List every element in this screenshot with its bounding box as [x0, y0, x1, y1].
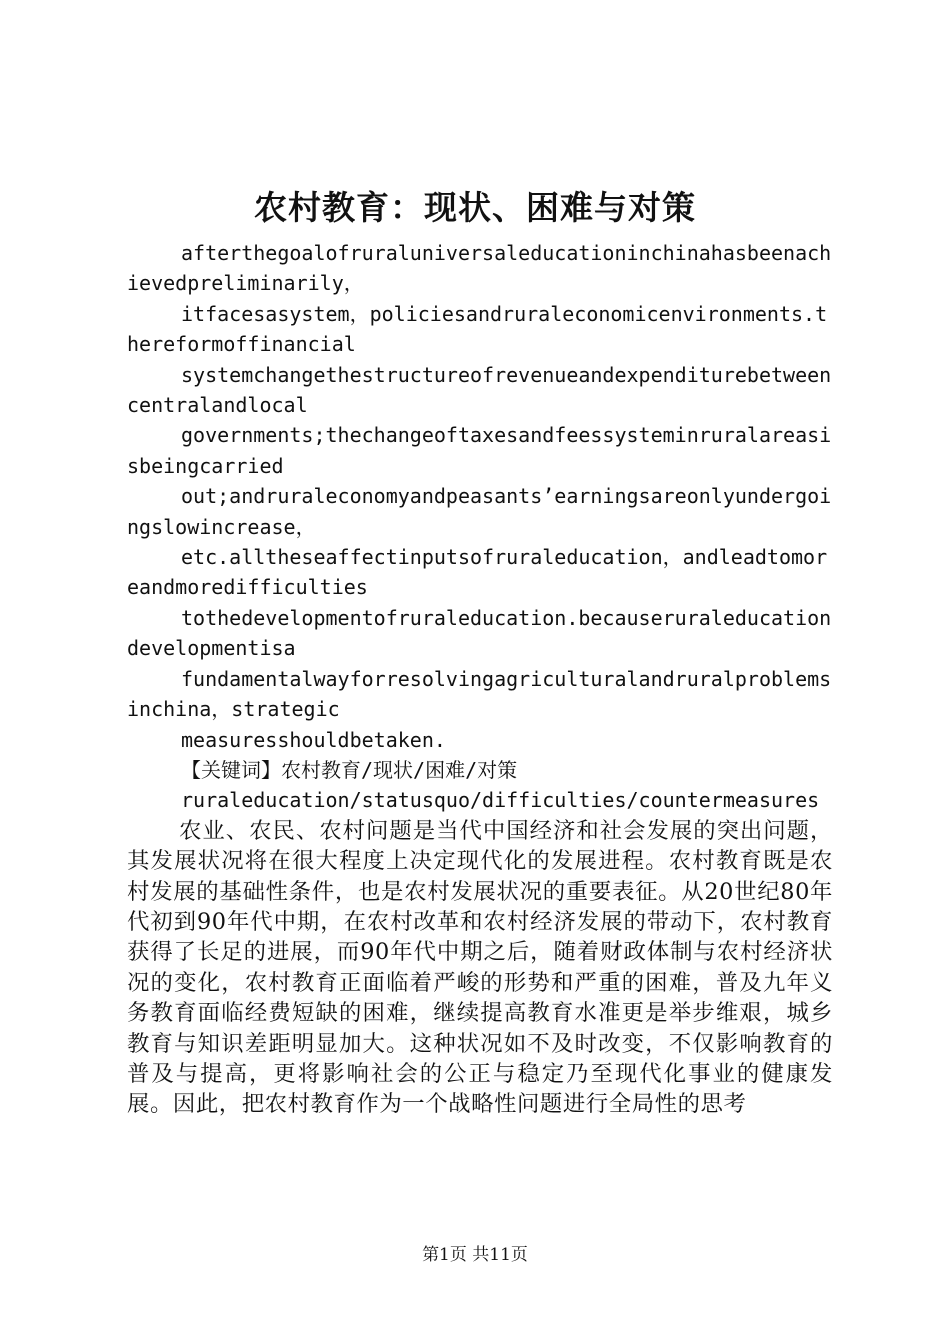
keywords-english: ruraleducation/statusquo/difficulties/countermeasures — [181, 788, 820, 813]
abstract-paragraph: etc.alltheseaffectinputsofruraleducation，andleadtomoreandmoredifficulties — [127, 545, 828, 600]
abstract-paragraph: fundamentalwayforresolvingagriculturalandruralproblemsinchina，strategic — [127, 666, 832, 722]
document-body — [127, 238, 833, 1120]
body-paragraph: 农业、农民、农村问题是当代中国经济和社会发展的突出问题，其发展状况将在很大程度上决定现代化的发展进程。农村教育既是农村发展的基础性条件，也是农村发展状况的重要表征。从20世纪80年代初到90年代中期，在农村改革和农村经济发展的带动下，农村教育获得了长足的进展，而90年代中期之后，随着财政体制与农村经济状况的变化，农村教育正面临着严峻的形势和严重的困难，普及九年义务教育面临经费短缺的困难，继续提高教育水准更是举步维艰，城乡教育与知识差距明显加大。这种状况如不及时改变，不仅影响教育的普及与提高，更将影响社会的公正与稳定乃至现代化事业的健康发展。因此，把农村教育作为一个战略性问题进行全局性的思考 — [127, 817, 833, 1118]
abstract-paragraph: measuresshouldbetaken. — [181, 727, 446, 752]
abstract-paragraph: itfacesasystem，policiesandruraleconomicenvironments.thereformoffinancial — [127, 301, 828, 357]
abstract-paragraph: governments;thechangeoftaxesandfeessysteminruralareasisbeingcarried — [127, 423, 832, 478]
document-title: 农村教育：现状、困难与对策 — [254, 188, 696, 227]
page-number-footer: 第1页 共11页 — [422, 1245, 528, 1265]
abstract-paragraph: tothedevelopmentofruraleducation.becauseruraleducationdevelopmentisa — [127, 605, 832, 661]
abstract-paragraph: systemchangethestructureofrevenueandexpenditurebetweencentralandlocal — [127, 362, 832, 418]
abstract-paragraph: afterthegoalofruraluniversaleducationinchinahasbeenachievedpreliminarily， — [127, 241, 832, 296]
keywords-chinese: 【关键词】农村教育/现状/困难/对策 — [181, 757, 518, 782]
abstract-paragraph: out;andruraleconomyandpeasants’earningsareonlyundergoingslowincrease， — [127, 484, 832, 539]
